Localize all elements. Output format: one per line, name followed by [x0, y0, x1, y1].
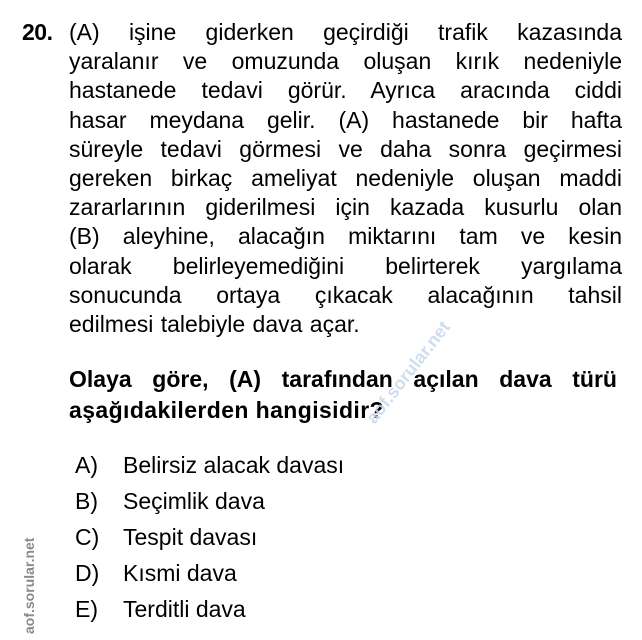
option-text: Belirsiz alacak davası — [123, 452, 345, 478]
question-body-line: süreyle tedavi görmesi ve daha sonra geçirmesi — [69, 135, 622, 162]
question-prompt-line: aşağıdakilerden hangisidir? — [69, 397, 384, 423]
answer-option-c[interactable] — [75, 519, 344, 555]
question-body-line: (B) aleyhine, alacağın miktarını tam ve kesin — [69, 223, 622, 250]
question-block — [22, 18, 622, 339]
question-body-line: gereken birkaç ameliyat nedeniyle oluşan maddi — [69, 165, 622, 192]
question-prompt-line: Olaya göre, (A) tarafından açılan dava türü — [69, 366, 617, 392]
question-body-line: olarak belirleyemediğini belirterek yargılama — [69, 252, 622, 279]
question-body-line: sonucunda ortaya çıkacak alacağının tahsil — [69, 281, 622, 308]
option-text: Tespit davası — [123, 524, 258, 550]
question-number: 20. — [22, 19, 53, 45]
option-text: Seçimlik dava — [123, 488, 265, 514]
option-letter: A) — [75, 452, 98, 478]
option-letter: C) — [75, 524, 100, 550]
option-letter: B) — [75, 488, 98, 514]
question-body-line: edilmesi talebiyle dava açar. — [69, 311, 360, 338]
answer-option-a[interactable] — [75, 447, 344, 483]
watermark-side: aof.sorular.net — [21, 537, 37, 634]
watermark-diagonal: aof.sorular.net — [362, 317, 455, 428]
option-text: Terditli dava — [123, 596, 246, 622]
answer-option-d[interactable] — [75, 555, 344, 591]
answer-option-e[interactable] — [75, 591, 344, 627]
answer-option-b[interactable] — [75, 483, 344, 519]
answer-options — [75, 447, 344, 627]
question-body-line: hasar meydana gelir. (A) hastanede bir hafta — [69, 106, 622, 133]
option-letter: E) — [75, 596, 98, 622]
question-body-line: hastanede tedavi görür. Ayrıca aracında ciddi — [69, 77, 622, 104]
question-body-line: yaralanır ve omuzunda oluşan kırık nedeniyle — [69, 48, 622, 75]
question-body — [69, 18, 622, 339]
question-prompt — [69, 364, 617, 426]
question-body-line: zararlarının giderilmesi için kazada kusurlu olan — [69, 194, 622, 221]
question-body-line: (A) işine giderken geçirdiği trafik kazasında — [69, 19, 622, 45]
option-text: Kısmi dava — [123, 560, 237, 586]
option-letter: D) — [75, 560, 100, 586]
